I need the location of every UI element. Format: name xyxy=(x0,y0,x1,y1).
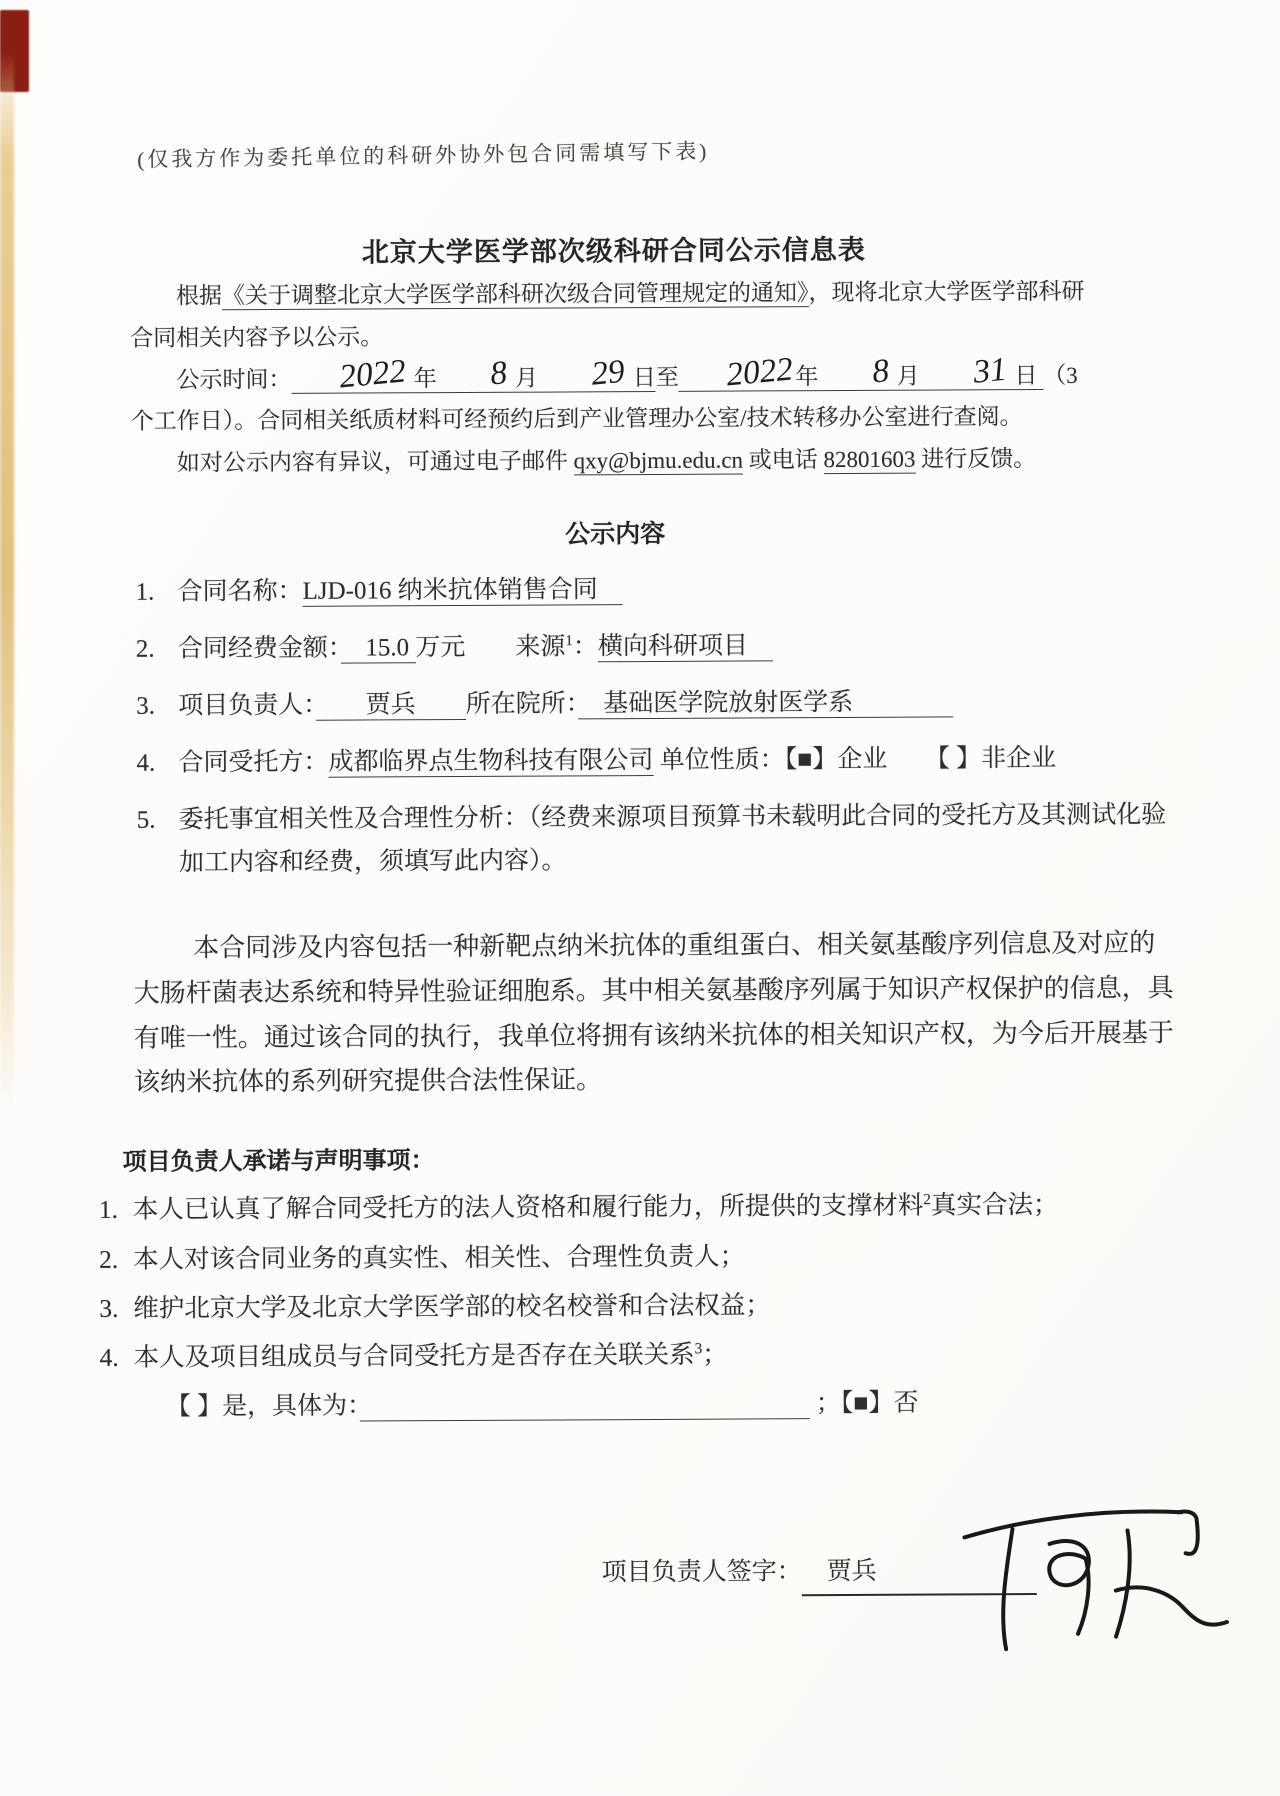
handwritten-value xyxy=(824,351,891,390)
item-text xyxy=(133,1331,1175,1380)
item-number: 3. xyxy=(136,692,155,720)
item-number: 5. xyxy=(136,806,156,834)
text-segment: 日 xyxy=(1008,362,1044,388)
signature-row xyxy=(137,1550,1177,1599)
text-segment: 成都临界点生物科技有限公司 xyxy=(328,747,654,776)
item-text xyxy=(133,1281,1175,1330)
text-segment: 委托事宜相关性及合理性分析：（经费来源项目预算书未载明此合同的受托方及其测试化验加工内容和经费，须填写此内容）。 xyxy=(178,801,1167,877)
item-number: 1. xyxy=(135,578,155,606)
text-segment: （3 个工作日）。合同相关纸质材料可经预约后到产业管理办公室/技术转移办公室进行查阅。 xyxy=(130,362,1078,435)
handwritten-text: 8 xyxy=(870,351,891,390)
declaration-heading: 项目负责人承诺与声明事项： xyxy=(122,1147,435,1176)
text-segment: 合同名称： xyxy=(177,577,303,606)
text-segment: 本人已认真了解合同受托方的法人资格和履行能力，所提供的支撑材料 xyxy=(132,1190,924,1225)
text-segment: 如对公示内容有异议，可通过电子邮件 xyxy=(176,448,574,476)
text-segment: 月 xyxy=(890,363,926,389)
item-relevance-analysis xyxy=(133,793,1173,884)
item-number: 2. xyxy=(98,1244,119,1274)
item-number: 3. xyxy=(99,1293,119,1323)
signature-printed-name: 贾兵 xyxy=(801,1557,877,1585)
text-segment: 本人对该合同业务的真实性、相关性、合理性负责人； xyxy=(132,1241,746,1274)
text-segment: 2 xyxy=(923,1191,931,1209)
document-title: 北京大学医学部次级科研合同公示信息表 xyxy=(361,234,866,268)
text-segment: 横向科研项目 xyxy=(597,632,773,661)
text-segment: 3 xyxy=(694,1340,703,1358)
handwritten-text: 2022 xyxy=(725,349,795,393)
text-segment: LJD-016 纳米抗体销售合同 xyxy=(302,576,623,605)
handwritten-value xyxy=(291,351,408,395)
item-project-leader xyxy=(132,679,1172,727)
declaration-item-legal-capacity xyxy=(93,1183,1175,1232)
top-note: (仅我方作为委托单位的科研外协外包合同需填写下表) xyxy=(137,139,710,172)
scan-edge-tan-strip xyxy=(0,52,14,1112)
item-text xyxy=(178,736,1172,784)
handwritten-text: 2022 xyxy=(337,351,408,395)
text-segment: 基础医学院放射医学系 xyxy=(578,688,954,718)
item-text xyxy=(133,1232,1175,1281)
text-segment: 项目负责人： xyxy=(178,691,316,720)
handwritten-text: 8 xyxy=(488,353,509,392)
handwritten-signature-image xyxy=(926,1488,1247,1670)
declaration-item-authenticity xyxy=(93,1232,1175,1281)
item-number: 2. xyxy=(135,635,155,663)
leader-declaration-section xyxy=(92,1138,1175,1427)
handwritten-value xyxy=(443,353,510,392)
item-number: 1. xyxy=(98,1195,118,1225)
text-segment: 公示时间： xyxy=(176,366,292,392)
text-segment: 万元 来源 xyxy=(415,633,566,662)
text-segment: 贾兵 xyxy=(315,691,466,719)
item-number: 4. xyxy=(99,1343,119,1373)
declaration-item-relationship xyxy=(93,1331,1175,1380)
feedback-contact-paragraph xyxy=(131,438,1099,485)
declaration-item-reputation xyxy=(93,1281,1175,1330)
handwritten-value xyxy=(544,352,627,393)
text-segment: 或电话 xyxy=(742,447,824,473)
text-segment xyxy=(360,1390,810,1421)
handwritten-text: 29 xyxy=(589,352,627,393)
text-segment: 1 xyxy=(565,633,573,650)
text-segment: 所在院所： xyxy=(465,690,579,719)
text-segment: 15.0 xyxy=(340,634,416,662)
item-text xyxy=(133,1183,1175,1232)
text-segment: 【 】是，具体为： xyxy=(165,1392,360,1421)
text-segment: 合同受托方： xyxy=(178,748,329,777)
item-contract-amount xyxy=(132,622,1172,670)
text-segment: ： xyxy=(572,633,598,661)
item-number: 4. xyxy=(136,749,156,777)
item-text xyxy=(178,679,1172,727)
item-text xyxy=(179,793,1173,884)
text-segment: ，现将北京大学医学部科研合同相关内容予以公示。 xyxy=(130,278,1085,351)
text-segment: 至 xyxy=(655,364,679,390)
handwritten-value xyxy=(679,349,796,393)
text-segment: 月 xyxy=(509,365,544,391)
public-content-list xyxy=(131,565,1173,884)
relationship-answer-line xyxy=(166,1382,1176,1427)
publicity-time-paragraph xyxy=(130,349,1098,443)
item-contractor xyxy=(132,736,1172,784)
text-segment: 维护北京大学及北京大学医学部的校名校誉和合法权益； xyxy=(133,1290,771,1323)
item-contract-name xyxy=(131,565,1171,613)
text-segment: 《关于调整北京大学医学部科研次级合同管理规定的通知》 xyxy=(221,279,809,309)
item-text xyxy=(178,622,1172,670)
text-segment: qxy@bjmu.edu.cn xyxy=(573,447,744,474)
document-content xyxy=(98,133,1177,1599)
handwritten-value xyxy=(925,350,1009,391)
intro-paragraph xyxy=(130,270,1098,359)
text-segment: 82801603 xyxy=(823,446,916,473)
text-segment: 年 xyxy=(795,363,825,389)
text-segment: 年 xyxy=(408,365,443,391)
analysis-paragraph: 本合同涉及内容包括一种新靶点纳米抗体的重组蛋白、相关氨基酸序列信息及对应的大肠杆菌表达系统和特异性验证细胞系。其中相关氨基酸序列属于知识产权保护的信息，具有唯一性。通过该合同的执行，我单位将拥有该纳米抗体的相关知识产权，为今后开展基于该纳米抗体的系列研究提供合法性保证。 xyxy=(133,928,1174,1097)
signature-label: 项目负责人签字： xyxy=(601,1557,802,1586)
text-segment: 本人及项目组成员与合同受托方是否存在关联关系 xyxy=(133,1340,695,1373)
text-segment: 根据 xyxy=(175,283,223,309)
item-text xyxy=(177,565,1171,613)
section-heading-public-content: 公示内容 xyxy=(565,520,666,549)
text-segment: ；【■】否 xyxy=(809,1389,919,1417)
text-segment: 日 xyxy=(627,364,656,390)
handwritten-text: 31 xyxy=(971,350,1009,391)
text-segment: 单位性质：【■】企业 【 】非企业 xyxy=(653,744,1057,775)
text-segment: 真实合法； xyxy=(930,1190,1059,1220)
text-segment: 进行反馈。 xyxy=(915,446,1037,472)
text-segment: 合同经费金额： xyxy=(177,634,341,663)
text-segment: ； xyxy=(702,1339,728,1370)
